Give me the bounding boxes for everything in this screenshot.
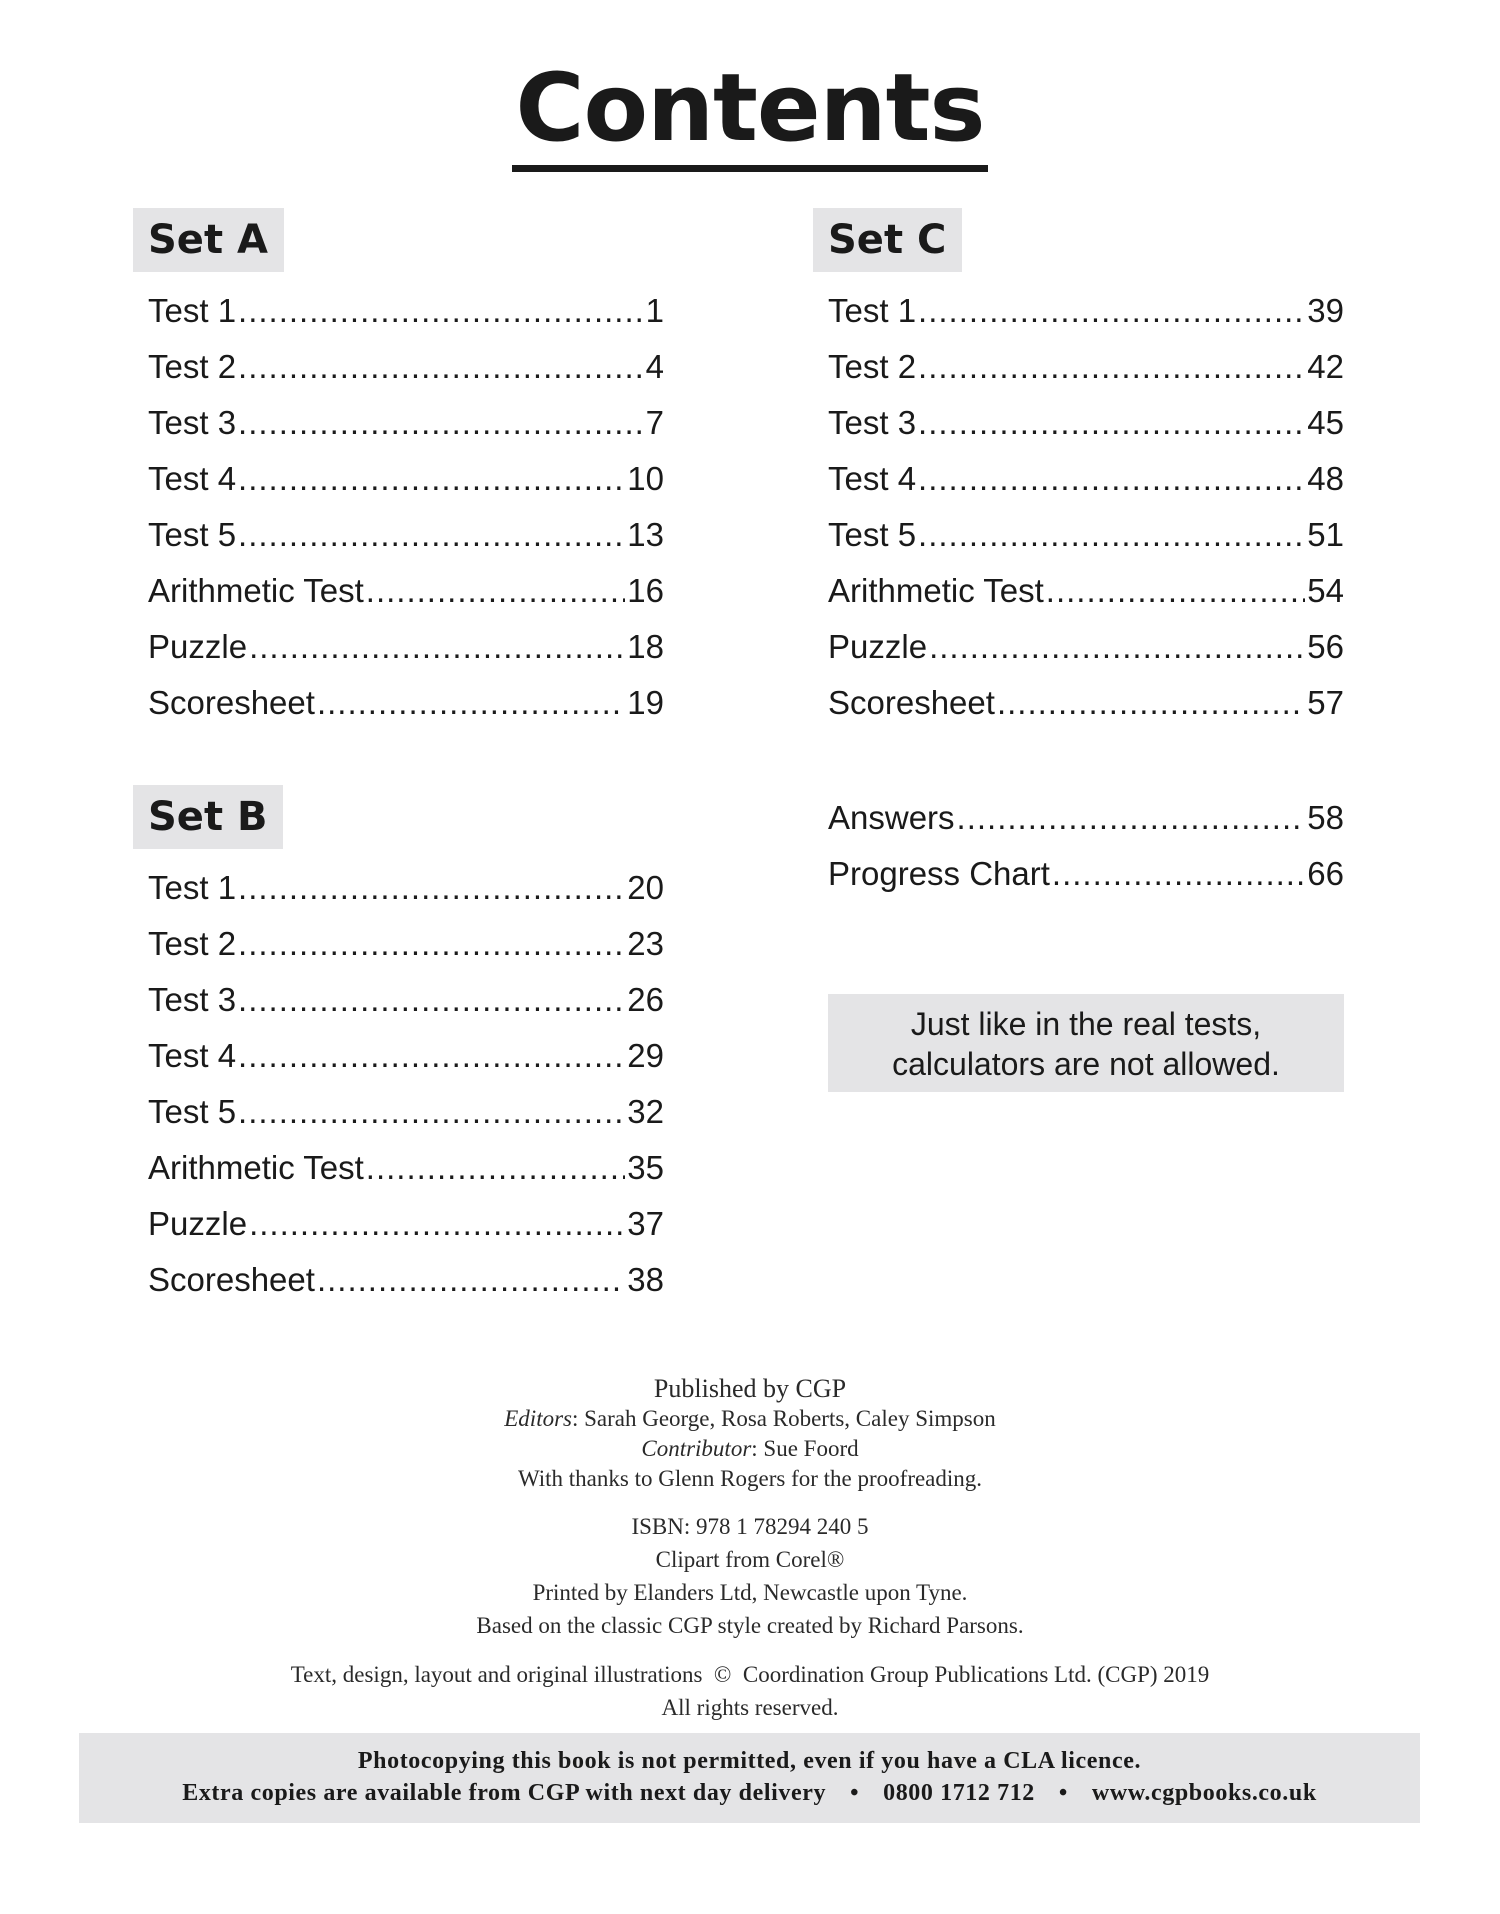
- set-a-heading: Set A: [133, 208, 284, 272]
- phone-number: 0800 1712 712: [883, 1780, 1035, 1806]
- toc-entry[interactable]: Test 5 ..... 13: [148, 507, 664, 563]
- bullet-separator: •: [1058, 1780, 1068, 1806]
- toc-entry[interactable]: Arithmetic Test ..... 16: [148, 563, 664, 619]
- toc-entry[interactable]: Test 5 ..... 51: [828, 507, 1344, 563]
- toc-entry[interactable]: Test 4 ..... 48: [828, 451, 1344, 507]
- toc-entry[interactable]: Test 2 ..... 42: [828, 339, 1344, 395]
- toc-entry[interactable]: Arithmetic Test ..... 35: [148, 1140, 664, 1196]
- set-b-list: [148, 860, 664, 1308]
- print-credits: ISBN: 978 1 78294 240 5 Clipart from Corel® Printed by Elanders Ltd, Newcastle upon Tyne. Based on the classic CGP style created by Richard Parsons.: [476, 1514, 1024, 1638]
- toc-entry[interactable]: Scoresheet ..... 57: [828, 675, 1344, 731]
- toc-entry[interactable]: Test 1 ..... 20: [148, 860, 664, 916]
- toc-entry[interactable]: Test 1 ..... 39: [828, 283, 1344, 339]
- toc-entry-answers[interactable]: Answers ..... 58: [828, 790, 1344, 846]
- toc-entry[interactable]: Test 1 ..... 1: [148, 283, 664, 339]
- toc-entry[interactable]: Test 2 ..... 23: [148, 916, 664, 972]
- toc-entry[interactable]: Test 3 ..... 45: [828, 395, 1344, 451]
- toc-entry-progress-chart[interactable]: Progress Chart ..... 66: [828, 846, 1344, 902]
- toc-entry[interactable]: Puzzle ..... 37: [148, 1196, 664, 1252]
- photocopy-notice-bar: Photocopying this book is not permitted, even if you have a CLA licence. Extra copies are available from CGP with next day delivery • 0800 1712 712 • www.cgpbooks.co.uk: [79, 1733, 1420, 1823]
- toc-entry[interactable]: Test 4 ..... 10: [148, 451, 664, 507]
- toc-entry[interactable]: Test 2 ..... 4: [148, 339, 664, 395]
- set-a-list: [148, 283, 664, 731]
- copyright-notice: Text, design, layout and original illustrations © Coordination Group Publications Ltd. (CGP) 2019 All rights reserved.: [290, 1662, 1210, 1720]
- toc-entry[interactable]: Puzzle ..... 56: [828, 619, 1344, 675]
- toc-entry[interactable]: Test 4 ..... 29: [148, 1028, 664, 1084]
- toc-entry[interactable]: Scoresheet ..... 38: [148, 1252, 664, 1308]
- calculator-note: Just like in the real tests, calculators are not allowed.: [828, 994, 1344, 1092]
- set-c-heading: Set C: [813, 208, 962, 272]
- page-title: Contents: [0, 62, 1500, 156]
- website-link[interactable]: www.cgpbooks.co.uk: [1091, 1780, 1317, 1806]
- toc-entry[interactable]: Arithmetic Test ..... 54: [828, 563, 1344, 619]
- bullet-separator: •: [850, 1780, 860, 1806]
- toc-entry[interactable]: Scoresheet ..... 19: [148, 675, 664, 731]
- publisher-credits: Published by CGP Editors: Sarah George, Rosa Roberts, Caley Simpson Contributor: Sue Foord With thanks to Glenn Rogers for the proofreading.: [504, 1374, 996, 1491]
- toc-entry[interactable]: Test 5 ..... 32: [148, 1084, 664, 1140]
- set-c-list: [828, 283, 1344, 731]
- extras-list: [828, 790, 1344, 902]
- toc-entry[interactable]: Puzzle ..... 18: [148, 619, 664, 675]
- toc-entry[interactable]: Test 3 ..... 26: [148, 972, 664, 1028]
- toc-entry[interactable]: Test 3 ..... 7: [148, 395, 664, 451]
- set-b-heading: Set B: [133, 785, 283, 849]
